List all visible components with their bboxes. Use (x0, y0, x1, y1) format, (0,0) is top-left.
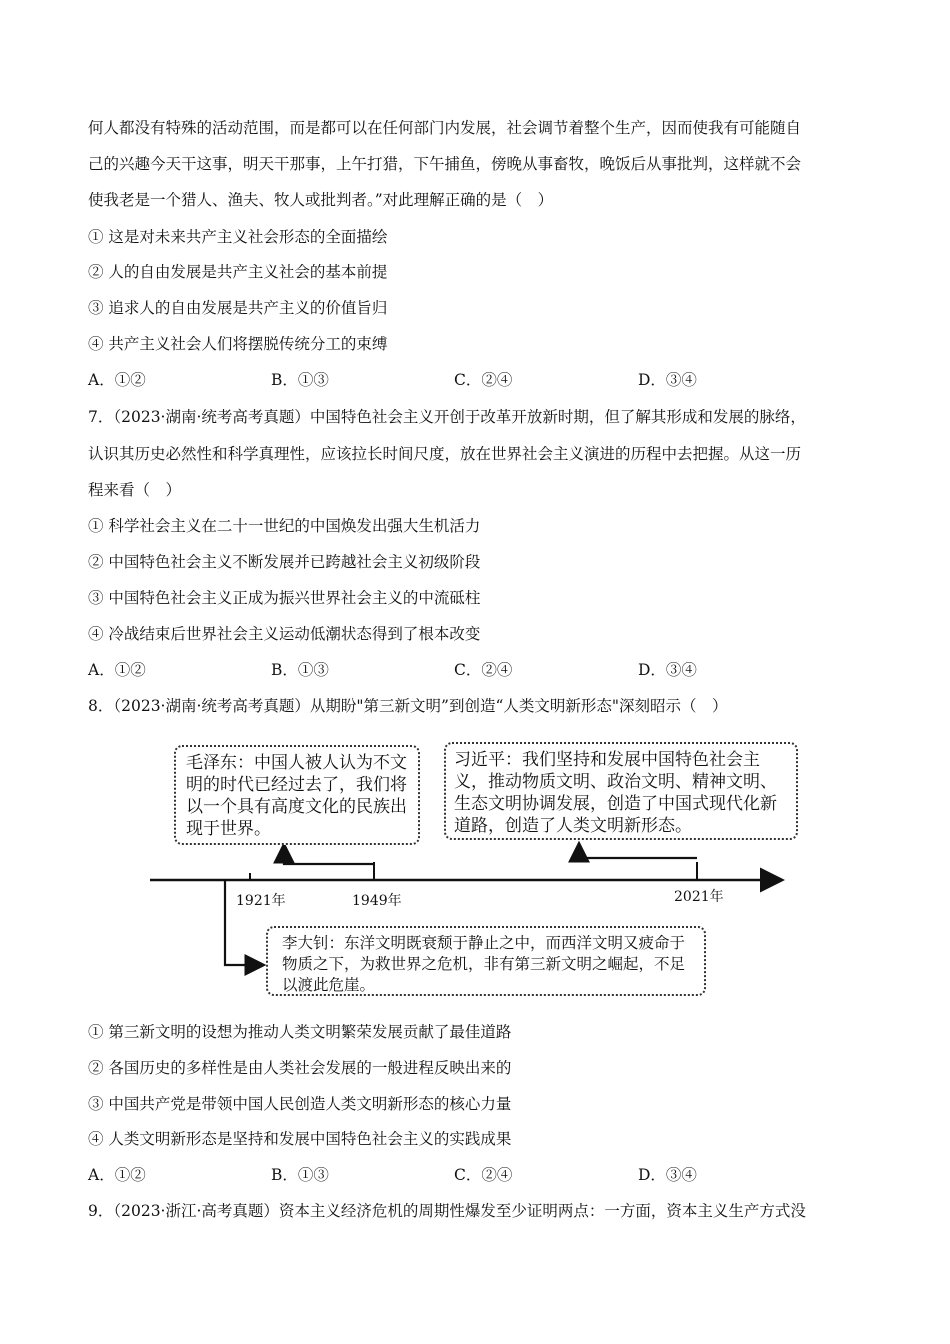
q8-options (88, 1164, 848, 1186)
q7-option-d[interactable]: D．③④ (638, 661, 697, 679)
q7-stem-line-1: 7．（2023·湖南·统考高考真题）中国特色社会主义开创于改革开放新时期，但了解其形成和发展的脉络， (88, 408, 806, 426)
q6-option-c[interactable]: C．②④ (454, 371, 513, 389)
q7-option-b[interactable]: B．①③ (271, 661, 329, 679)
q6-stem-line-1: 何人都没有特殊的活动范围，而是都可以在任何部门内发展，社会调节着整个生产，因而使我有可能随自 (88, 119, 802, 137)
q6-stem-line-3: 使我老是一个猎人、渔夫、牧人或批判者。”对此理解正确的是（ ） (88, 191, 554, 209)
q6-option-d[interactable]: D．③④ (638, 371, 697, 389)
q7-item-3: ③ 中国特色社会主义正成为振兴世界社会主义的中流砥柱 (88, 589, 481, 607)
q7-option-c[interactable]: C．②④ (454, 661, 513, 679)
q6-option-a[interactable]: A．①② (88, 371, 146, 389)
q7-item-4: ④ 冷战结束后世界社会主义运动低潮状态得到了根本改变 (88, 625, 481, 643)
year-label-1921: 1921年 (236, 893, 286, 909)
q6-options (88, 369, 848, 391)
q6-option-b[interactable]: B．①③ (271, 371, 329, 389)
connector-2021 (579, 845, 697, 858)
xi-quote-box: 习近平：我们坚持和发展中国特色社会主义，推动物质文明、政治文明、精神文明、生态文明协调发展，创造了中国式现代化新道路，创造了人类文明新形态。 (444, 742, 798, 840)
year-label-2021: 2021年 (674, 889, 724, 905)
q7-options (88, 659, 848, 681)
q8-item-2: ② 各国历史的多样性是由人类社会发展的一般进程反映出来的 (88, 1059, 512, 1077)
q8-option-a[interactable]: A．①② (88, 1166, 146, 1184)
q7-item-2: ② 中国特色社会主义不断发展并已跨越社会主义初级阶段 (88, 553, 481, 571)
q8-option-c[interactable]: C．②④ (454, 1166, 513, 1184)
q7-stem-line-2: 认识其历史必然性和科学真理性，应该拉长时间尺度，放在世界社会主义演进的历程中去把握。从这一历 (88, 445, 802, 463)
li-quote-box: 李大钊：东洋文明既衰颓于静止之中，而西洋文明又疲命于物质之下，为救世界之危机，非有第三新文明之崛起，不足以渡此危崖。 (266, 926, 706, 996)
mao-quote-box: 毛泽东：中国人被人认为不文明的时代已经过去了，我们将以一个具有高度文化的民族出现于世界。 (174, 745, 420, 845)
q7-item-1: ① 科学社会主义在二十一世纪的中国焕发出强大生机活力 (88, 517, 481, 535)
q8-item-4: ④ 人类文明新形态是坚持和发展中国特色社会主义的实践成果 (88, 1130, 512, 1148)
q8-item-3: ③ 中国共产党是带领中国人民创造人类文明新形态的核心力量 (88, 1095, 512, 1113)
q6-item-2: ② 人的自由发展是共产主义社会的基本前提 (88, 263, 388, 281)
q6-stem-line-2: 己的兴趣今天干这事，明天干那事，上午打猎，下午捕鱼，傍晚从事畜牧，晚饭后从事批判，这样就不会 (88, 155, 802, 173)
q8-stem: 8．（2023·湖南·统考高考真题）从期盼"第三新文明”到创造“人类文明新形态"深刻昭示（ ） (88, 697, 728, 715)
q6-item-3: ③ 追求人的自由发展是共产主义的价值旨归 (88, 299, 388, 317)
q6-item-1: ① 这是对未来共产主义社会形态的全面描绘 (88, 228, 388, 246)
q8-item-1: ① 第三新文明的设想为推动人类文明繁荣发展贡献了最佳道路 (88, 1023, 512, 1041)
q9-stem: 9．（2023·浙江·高考真题）资本主义经济危机的周期性爆发至少证明两点：一方面，资本主义生产方式没 (88, 1202, 806, 1220)
q6-item-4: ④ 共产主义社会人们将摆脱传统分工的束缚 (88, 335, 388, 353)
connector-1949 (284, 846, 374, 864)
year-label-1949: 1949年 (352, 893, 402, 909)
q7-option-a[interactable]: A．①② (88, 661, 146, 679)
q7-stem-line-3: 程来看（ ） (88, 481, 182, 499)
q8-option-b[interactable]: B．①③ (271, 1166, 329, 1184)
q8-option-d[interactable]: D．③④ (638, 1166, 697, 1184)
